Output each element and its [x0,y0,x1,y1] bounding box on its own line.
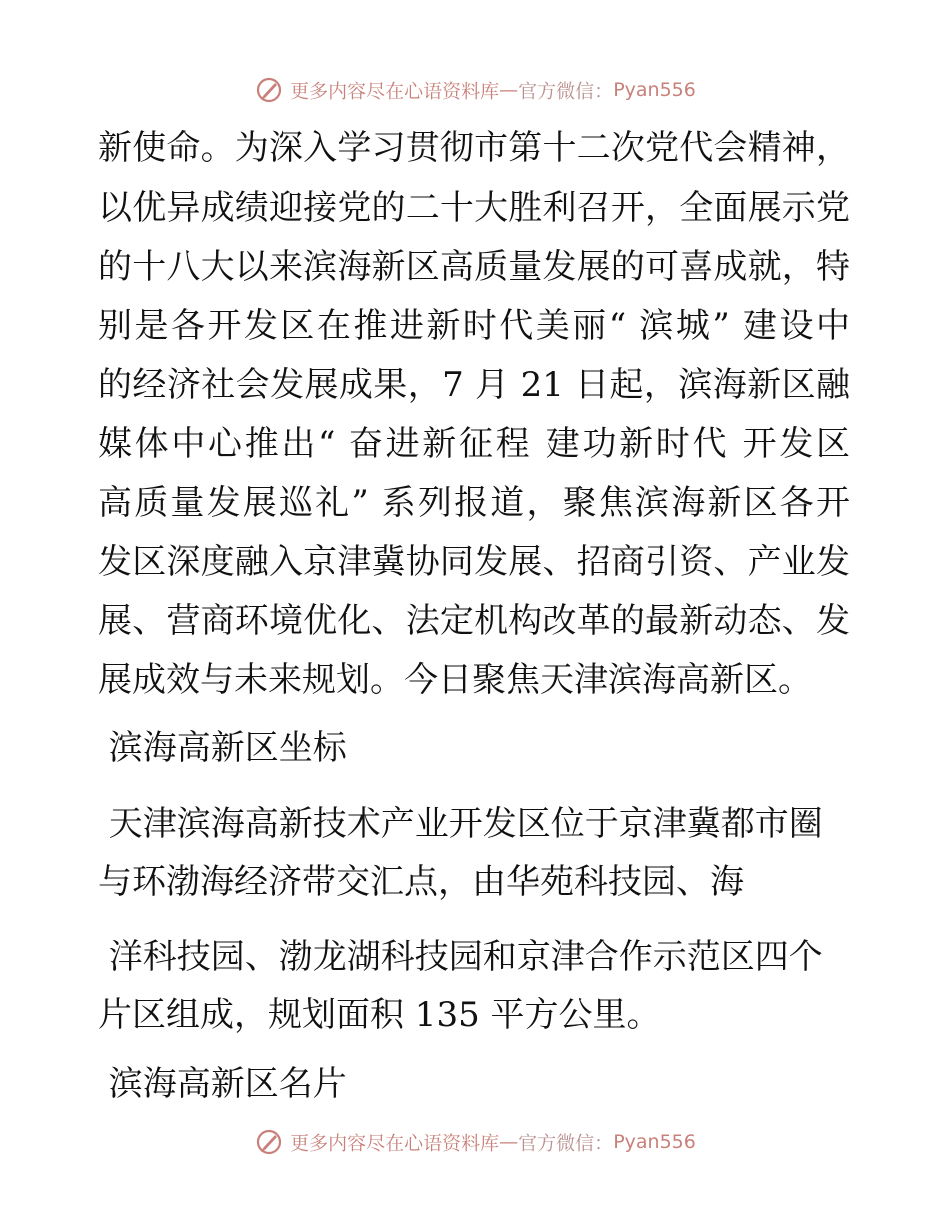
paragraph-line: 天津滨海高新技术产业开发区位于京津冀都市圈 [98,804,823,844]
section-heading: 滨海高新区名片 [98,1064,347,1104]
paragraph-line: 洋科技园、渤龙湖科技园和京津合作示范区四个 [98,937,823,977]
header-banner [0,75,950,105]
paragraph-line: 高质量发展巡礼” 系列报道，聚焦滨海新区各开 [98,483,850,523]
paragraph-line: 的经济社会发展成果，7 月 21 日起，滨海新区融 [98,365,850,405]
paragraph-line: 别是各开发区在推进新时代美丽“ 滨城” 建设中 [98,306,850,346]
banner-wechat-id: Pyan556 [613,79,696,101]
paragraph-line: 媒体中心推出“ 奋进新征程 建功新时代 开发区 [98,424,850,464]
paragraph-line: 以优异成绩迎接党的二十大胜利召开，全面展示党 [98,188,850,228]
paragraph-line: 发区深度融入京津冀协同发展、招商引资、产业发 [98,542,850,582]
banner-text: 更多内容尽在心语资料库 [290,80,500,103]
paragraph-line: 展成效与未来规划。今日聚焦天津滨海高新区。 [98,660,812,700]
paragraph-line: 与环渤海经济带交汇点，由华苑科技园、海 [98,862,744,902]
paragraph-line: 展、营商环境优化、法定机构改革的最新动态、发 [98,601,850,641]
banner-wechat-label: 官方微信： [518,1132,614,1155]
banner-separator: — [499,79,519,101]
pen-quill-logo [254,75,284,105]
banner-wechat-id: Pyan556 [613,1131,696,1153]
banner-text: 更多内容尽在心语资料库 [290,1132,500,1155]
paragraph-line: 的十八大以来滨海新区高质量发展的可喜成就，特 [98,247,850,287]
pen-quill-logo [254,1127,284,1157]
paragraph-line: 新使命。为深入学习贯彻市第十二次党代会精神， [98,128,850,168]
footer-banner [0,1127,950,1157]
banner-separator: — [499,1131,519,1153]
paragraph-line: 片区组成，规划面积 135 平方公里。 [98,995,661,1035]
section-heading: 滨海高新区坐标 [98,728,347,768]
banner-wechat-label: 官方微信： [518,80,614,103]
